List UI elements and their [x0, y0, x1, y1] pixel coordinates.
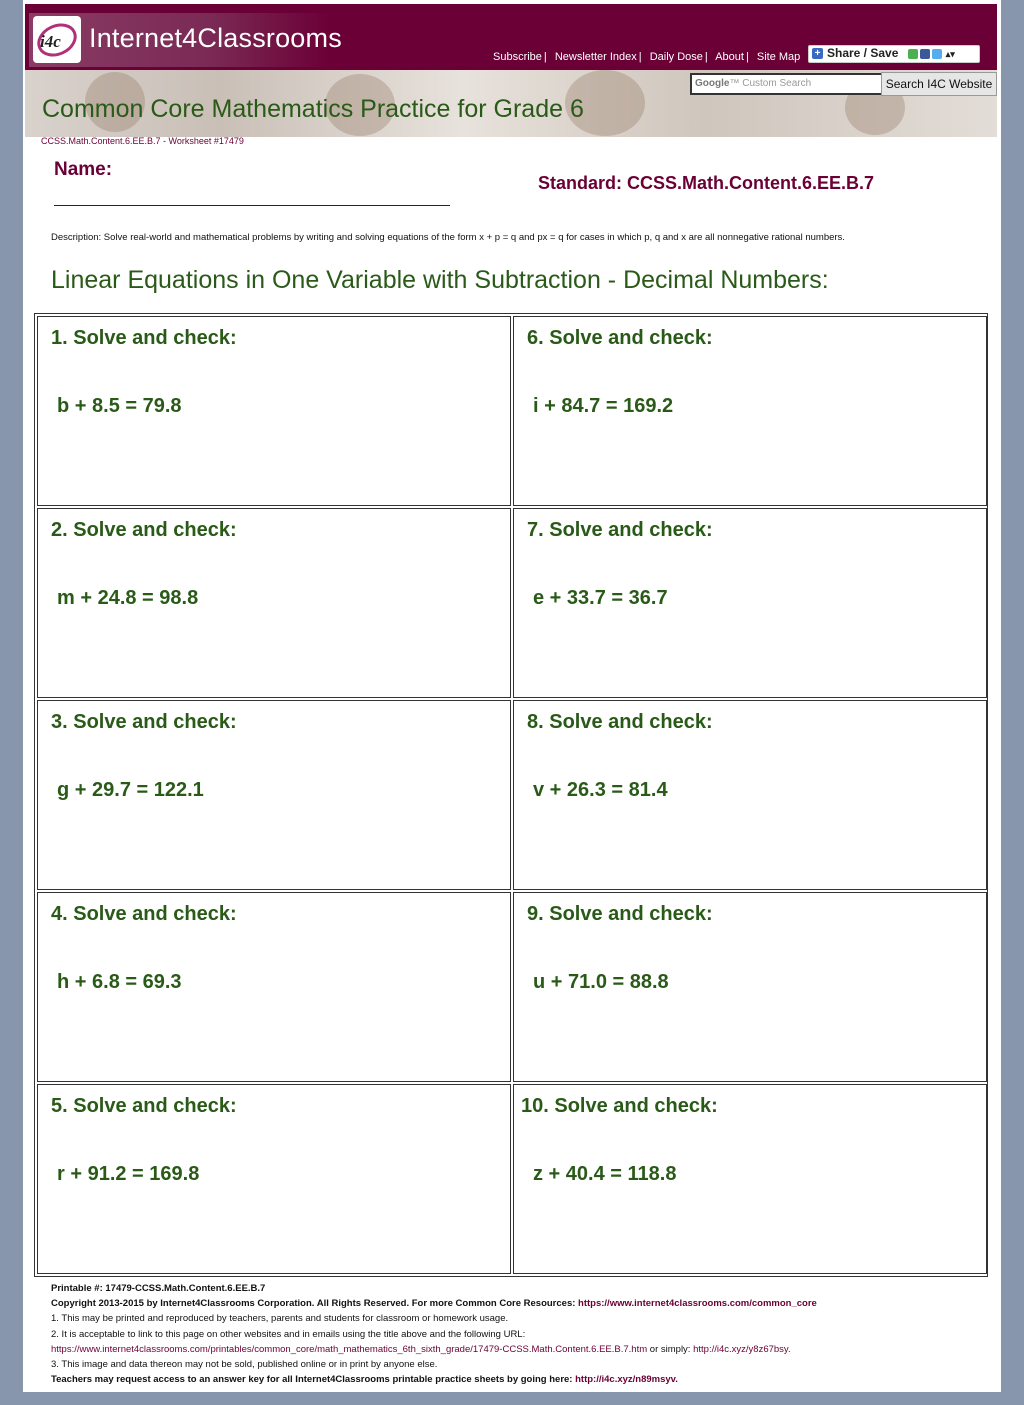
nav-daily-dose[interactable]: Daily Dose [649, 51, 703, 63]
email-share-icon [908, 49, 918, 59]
problem-grid [34, 313, 988, 1277]
problem-equation: m + 24.8 = 98.8 [57, 587, 199, 609]
answer-key-text: Teachers may request access to an answer key for all Internet4Classrooms printable practice sheets by going here: [51, 1374, 576, 1386]
search-button[interactable]: Search I4C Website [881, 72, 997, 96]
url-line [51, 1342, 817, 1357]
logo-badge-text: i4c [40, 32, 61, 51]
page [23, 0, 1001, 1392]
problem-prompt: 1. Solve and check: [51, 327, 237, 349]
search-placeholder: Custom Search [742, 78, 812, 89]
name-label: Name: [54, 159, 113, 180]
problem-equation: h + 6.8 = 69.3 [57, 971, 182, 993]
problem-prompt: 3. Solve and check: [51, 711, 237, 733]
google-logo: Google [695, 78, 730, 89]
share-label: Share / Save [827, 46, 899, 60]
problem-prompt: 4. Solve and check: [51, 903, 237, 925]
problem-prompt: 7. Solve and check: [527, 519, 713, 541]
twitter-icon [932, 49, 942, 59]
problem-equation: b + 8.5 = 79.8 [57, 395, 182, 417]
description: Description: Solve real-world and mathematical problems by writing and solving equations of the form x + p = q and px = q for cases in which p, q and x are all nonnegative rational numbers. [51, 232, 845, 243]
banner [25, 70, 997, 137]
nav-about[interactable]: About [715, 51, 744, 63]
problem-cell [513, 700, 987, 890]
problem-equation: u + 71.0 = 88.8 [533, 971, 669, 993]
problem-cell [513, 316, 987, 506]
problem-equation: z + 40.4 = 118.8 [533, 1163, 677, 1185]
footer [51, 1281, 817, 1387]
standard-label: Standard: CCSS.Math.Content.6.EE.B.7 [538, 173, 875, 193]
usage-note-1: 1. This may be printed and reproduced by teachers, parents and students for classroom or homework usage. [51, 1313, 509, 1325]
nav-subscribe[interactable]: Subscribe [493, 51, 542, 63]
top-nav: Subscribe | Newsletter Index | Daily Dose | About | Site Map [493, 51, 801, 63]
copyright-text: Copyright 2013-2015 by Internet4Classrooms Corporation. All Rights Reserved. For more Common Core Resources: [51, 1298, 579, 1310]
short-url-link[interactable]: http://i4c.xyz/y8z67bsy. [693, 1343, 791, 1355]
copyright [51, 1296, 817, 1311]
logo-badge [33, 16, 81, 63]
problem-prompt: 6. Solve and check: [527, 327, 713, 349]
problem-prompt: 8. Solve and check: [527, 711, 713, 733]
problem-cell [37, 1084, 511, 1274]
search-input[interactable]: Google™ Custom Search [690, 73, 884, 95]
problem-cell [37, 892, 511, 1082]
worksheet-title: Linear Equations in One Variable with Subtraction - Decimal Numbers: [51, 266, 829, 294]
problem-prompt: 9. Solve and check: [527, 903, 713, 925]
problem-equation: v + 26.3 = 81.4 [533, 779, 668, 801]
nav-newsletter-index[interactable]: Newsletter Index [554, 51, 637, 63]
common-core-link[interactable]: https://www.internet4classrooms.com/common_core [578, 1298, 817, 1310]
usage-note-2: 2. It is acceptable to link to this page on other websites and in emails using the title above and the following URL: [51, 1328, 526, 1340]
page-title: Common Core Mathematics Practice for Grade 6 [42, 95, 584, 123]
site-header [25, 4, 997, 70]
answer-key-note [51, 1372, 817, 1387]
site-logo[interactable] [29, 13, 342, 67]
usage-note-3: 3. This image and data thereon may not be sold, published online or in print by anyone else. [51, 1359, 438, 1371]
problem-equation: e + 33.7 = 36.7 [533, 587, 668, 609]
problem-cell [37, 700, 511, 890]
problem-prompt: 10. Solve and check: [521, 1095, 718, 1117]
name-line [54, 205, 450, 206]
problem-prompt: 5. Solve and check: [51, 1095, 237, 1117]
problem-cell [513, 892, 987, 1082]
plus-icon: + [812, 48, 823, 59]
worksheet-id: CCSS.Math.Content.6.EE.B.7 - Worksheet #17479 [41, 136, 244, 146]
long-url-link[interactable]: https://www.internet4classrooms.com/printables/common_core/math_mathematics_6th_sixth_grade/17479-CCSS.Math.Content.6.EE.B.7.htm [51, 1343, 648, 1355]
problem-equation: i + 84.7 = 169.2 [533, 395, 674, 417]
chevron-updown-icon: ▴▾ [945, 49, 955, 59]
problem-cell [513, 508, 987, 698]
url-or-text: or simply: [647, 1343, 694, 1355]
problem-prompt: 2. Solve and check: [51, 519, 237, 541]
problem-equation: r + 91.2 = 169.8 [57, 1163, 200, 1185]
printable-number: Printable #: 17479-CCSS.Math.Content.6.EE.B.7 [51, 1283, 266, 1294]
problem-cell [37, 316, 511, 506]
facebook-icon [920, 49, 930, 59]
logo-swirl-icon [33, 16, 81, 63]
logo-text: Internet4Classrooms [89, 23, 342, 53]
share-save-button[interactable] [808, 45, 980, 63]
answer-key-link[interactable]: http://i4c.xyz/n89msyv. [575, 1374, 678, 1386]
problem-cell [37, 508, 511, 698]
problem-equation: g + 29.7 = 122.1 [57, 779, 204, 801]
problem-cell [513, 1084, 987, 1274]
nav-site-map[interactable]: Site Map [756, 51, 801, 63]
